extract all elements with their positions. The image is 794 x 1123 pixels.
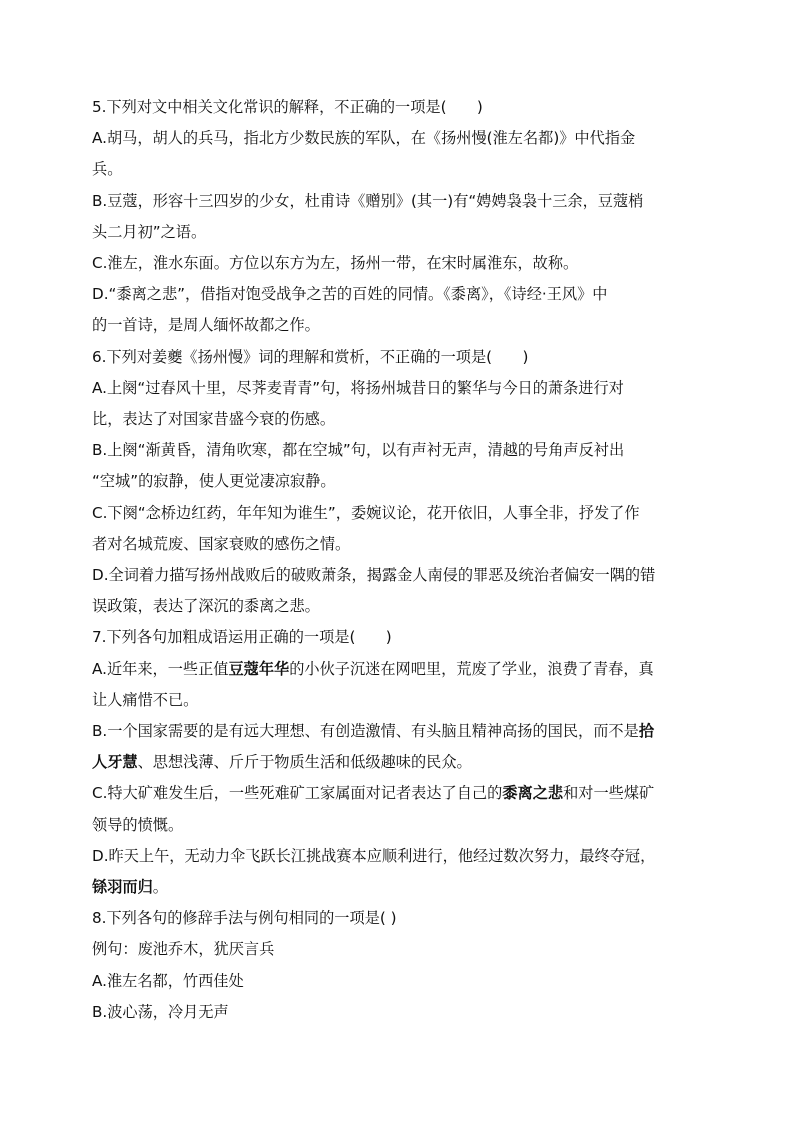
document-page <box>92 92 704 1028</box>
question-6-option-a-line2: 比，表达了对国家昔盛今衰的伤感。 <box>92 410 335 429</box>
question-7-option-c-line2: 领导的愤慨。 <box>92 815 184 834</box>
question-8-option-b: B.波心荡，冷月无声 <box>92 1002 229 1021</box>
question-6-option-a-line1: A.上阕“过春风十里，尽荠麦青青”句，将扬州城昔日的繁华与今日的萧条进行对 <box>92 378 624 397</box>
question-7-option-a-line2: 让人痛惜不已。 <box>92 690 199 709</box>
question-7-stem: 7.下列各句加粗成语运用正确的一项是( ) <box>92 628 392 647</box>
question-6-option-b-line1: B.上阕“渐黄昏，清角吹寒，都在空城”句，以有声衬无声，清越的号角声反衬出 <box>92 441 625 460</box>
question-7-option-a-line1: A.近年来，一些正值豆蔻年华的小伙子沉迷在网吧里，荒废了学业，浪费了青春，真 <box>92 659 654 678</box>
question-8-stem: 8.下列各句的修辞手法与例句相同的一项是( ) <box>92 909 397 928</box>
question-6-option-c-line2: 者对名城荒废、国家衰败的感伤之情。 <box>92 534 351 553</box>
question-6-option-b-line2: “空城”的寂静，使人更觉凄凉寂静。 <box>92 472 336 491</box>
question-5-option-a-line2: 兵。 <box>92 160 123 179</box>
question-7-option-d-line2: 铩羽而归。 <box>92 878 168 897</box>
bold-idiom: 豆蔻年华 <box>228 659 290 678</box>
bold-idiom: 黍离之悲 <box>502 784 564 803</box>
question-5-option-c: C.淮左，淮水东面。方位以东方为左，扬州一带，在宋时属淮东，故称。 <box>92 254 579 273</box>
bold-idiom: 铩羽而归 <box>92 878 153 897</box>
question-5-option-b-line1: B.豆蔻，形容十三四岁的少女，杜甫诗《赠别》(其一)有“娉娉袅袅十三余，豆蔻梢 <box>92 191 644 210</box>
question-5-option-b-line2: 头二月初”之语。 <box>92 222 207 241</box>
bold-idiom: 人牙慧 <box>92 753 138 772</box>
question-5-option-d-line2: 的一首诗，是周人缅怀故都之作。 <box>92 316 320 335</box>
question-8-example: 例句：废池乔木，犹厌言兵 <box>92 940 275 959</box>
question-7-option-c-line1: C.特大矿难发生后，一些死难矿工家属面对记者表达了自己的黍离之悲和对一些煤矿 <box>92 784 655 803</box>
question-6-option-d-line1: D.全词着力描写扬州战败后的破败萧条，揭露金人南侵的罪恶及统治者偏安一隅的错 <box>92 566 656 585</box>
question-7-option-d-line1: D.昨天上午，无动力伞飞跃长江挑战赛本应顺利进行，他经过数次努力，最终夺冠， <box>92 846 656 865</box>
question-8-option-a: A.淮左名都，竹西佳处 <box>92 971 244 990</box>
question-6-stem: 6.下列对姜夔《扬州慢》词的理解和赏析，不正确的一项是( ) <box>92 347 529 366</box>
question-5-option-d-line1: D.“黍离之悲”，借指对饱受战争之苦的百姓的同情。《黍离》，《诗经·王风》中 <box>92 285 608 304</box>
bold-idiom: 拾 <box>638 722 654 741</box>
question-6-option-c-line1: C.下阕“念桥边红药，年年知为谁生”，委婉议论，花开依旧，人事全非，抒发了作 <box>92 503 640 522</box>
question-7-option-b-line1: B.一个国家需要的是有远大理想、有创造激情、有头脑且精神高扬的国民，而不是拾 <box>92 722 654 741</box>
question-5-stem: 5.下列对文中相关文化常识的解释，不正确的一项是( ) <box>92 98 483 116</box>
question-7-option-b-line2: 人牙慧、思想浅薄、斤斤于物质生活和低级趣味的民众。 <box>92 753 472 772</box>
question-5-option-a-line1: A.胡马，胡人的兵马，指北方少数民族的军队，在《扬州慢(淮左名都)》中代指金 <box>92 129 636 148</box>
question-6-option-d-line2: 误政策，表达了深沉的黍离之悲。 <box>92 597 320 616</box>
